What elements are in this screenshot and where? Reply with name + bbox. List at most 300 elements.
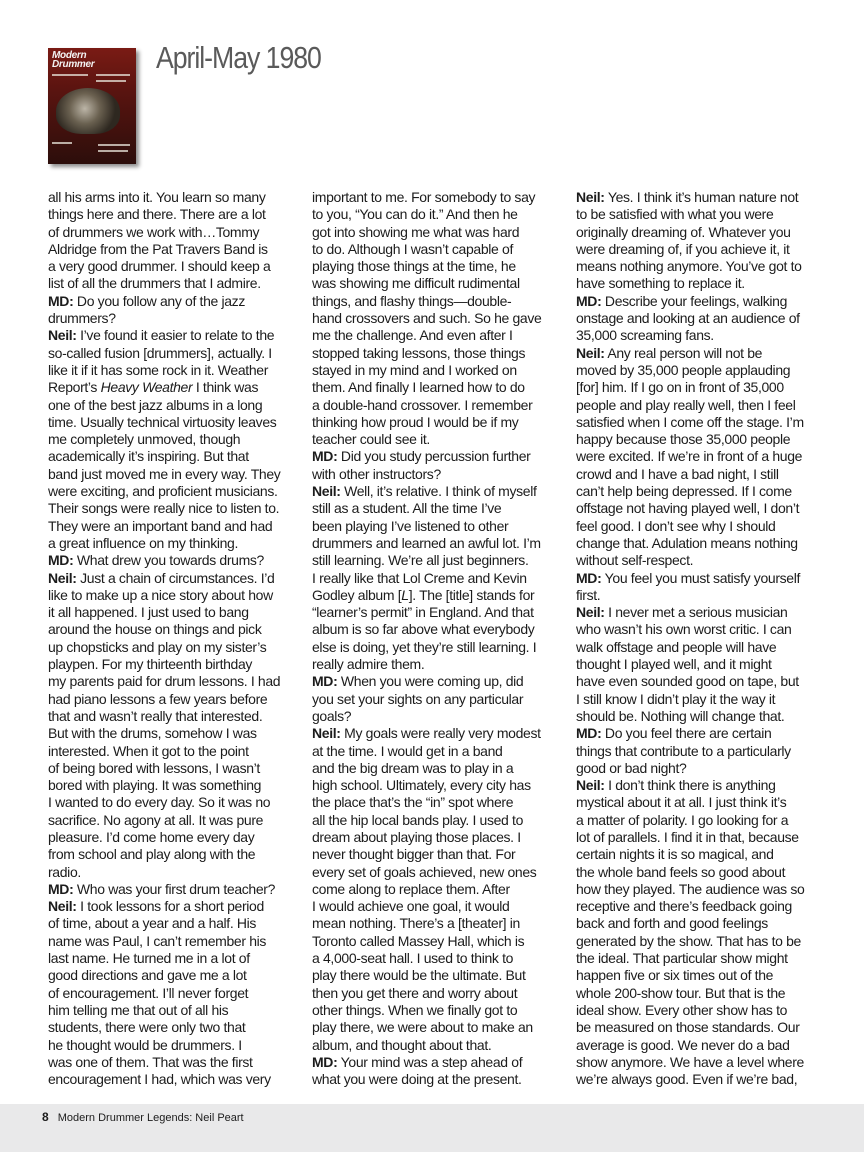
cover-text-line bbox=[98, 144, 130, 146]
text-line bbox=[48, 794, 294, 811]
line-text: a double-hand crossover. I remember bbox=[312, 396, 533, 413]
line-text: drummers and learned an awful lot. I’m bbox=[312, 534, 541, 551]
text-line bbox=[48, 241, 294, 258]
line-text: students, there were only two that bbox=[48, 1019, 246, 1036]
line-text: radio. bbox=[48, 863, 81, 880]
line-text: of being bored with lessons, I wasn’t bbox=[48, 759, 260, 776]
line-text: to be satisfied with what you were bbox=[576, 206, 774, 223]
line-text: what you were doing at the present. bbox=[312, 1071, 522, 1088]
issue-title: April-May 1980 bbox=[156, 40, 321, 75]
line-text: we’re always good. Even if we’re bad, bbox=[576, 1071, 798, 1088]
line-text: and the big dream was to play in a bbox=[312, 759, 514, 776]
text-line bbox=[576, 1019, 822, 1036]
line-text: You feel you must satisfy yourself bbox=[601, 569, 801, 586]
line-text: onstage and looking at an audience of bbox=[576, 310, 800, 327]
line-text: My goals were really very modest bbox=[340, 725, 541, 742]
text-line bbox=[576, 915, 822, 932]
line-text: certain nights it is so magical, and bbox=[576, 846, 774, 863]
line-text: the place that’s the “in” spot where bbox=[312, 794, 514, 811]
text-line bbox=[48, 864, 294, 881]
line-text: moved by 35,000 people applauding bbox=[576, 361, 791, 378]
line-text: me the challenge. And even after I bbox=[312, 327, 513, 344]
line-text: was showing me difficult rudimental bbox=[312, 275, 520, 292]
speaker-label: MD: bbox=[576, 292, 602, 309]
text-line bbox=[312, 829, 558, 846]
text-line bbox=[576, 708, 822, 725]
line-text: at the time. I would get in a band bbox=[312, 742, 503, 759]
line-text: Yes. I think it’s human nature not bbox=[604, 189, 799, 205]
line-text: Their songs were really nice to listen to. bbox=[48, 500, 280, 517]
line-text: have something to replace it. bbox=[576, 275, 745, 292]
line-text: 35,000 screaming fans. bbox=[576, 327, 714, 344]
text-line bbox=[48, 500, 294, 517]
line-text: my parents paid for drum lessons. I had bbox=[48, 673, 281, 690]
line-text: the whole band feels so good about bbox=[576, 863, 786, 880]
line-text: “learner’s permit” in England. And that bbox=[312, 604, 534, 621]
line-text: other things. When we finally got to bbox=[312, 1001, 518, 1018]
text-line bbox=[576, 518, 822, 535]
text-line bbox=[576, 777, 822, 794]
line-text: hand crossovers and such. So he gave bbox=[312, 310, 542, 327]
line-text: interested. When it got to the point bbox=[48, 742, 249, 759]
text-line bbox=[576, 535, 822, 552]
text-line bbox=[48, 431, 294, 448]
line-text: Aldridge from the Pat Travers Band is bbox=[48, 240, 268, 257]
magazine-cover-image bbox=[48, 48, 136, 164]
text-line bbox=[312, 708, 558, 725]
line-text: teacher could see it. bbox=[312, 431, 430, 448]
line-text: Do you feel there are certain bbox=[601, 725, 772, 742]
line-text: But with the drums, somehow I was bbox=[48, 725, 257, 742]
line-text: means nothing anymore. You’ve got to bbox=[576, 258, 802, 275]
line-text: encouragement I had, which was very bbox=[48, 1071, 271, 1088]
line-text: things that contribute to a particularly bbox=[576, 742, 791, 759]
text-line bbox=[576, 345, 822, 362]
text-line bbox=[312, 293, 558, 310]
line-text: pleasure. I’d come home every day bbox=[48, 828, 255, 845]
line-text: a very good drummer. I should keep a bbox=[48, 258, 271, 275]
line-text: stopped taking lessons, those things bbox=[312, 344, 526, 361]
text-line bbox=[576, 1037, 822, 1054]
text-line bbox=[48, 656, 294, 673]
text-line bbox=[312, 639, 558, 656]
line-text: stayed in my mind and I worked on bbox=[312, 361, 517, 378]
speaker-label: MD: bbox=[48, 552, 74, 569]
text-line bbox=[48, 950, 294, 967]
line-text: should be. Nothing will change that. bbox=[576, 707, 785, 724]
text-line bbox=[312, 327, 558, 344]
text-line bbox=[576, 327, 822, 344]
line-text: to do. Although I wasn’t capable of bbox=[312, 240, 514, 257]
line-text: Just a chain of circumstances. I’d bbox=[76, 569, 275, 586]
line-text: Did you study percussion further bbox=[337, 448, 531, 465]
page-footer bbox=[42, 1110, 244, 1124]
line-text: Toronto called Massey Hall, which is bbox=[312, 932, 525, 949]
text-line bbox=[48, 915, 294, 932]
speaker-label: Neil: bbox=[576, 777, 605, 794]
text-line bbox=[48, 639, 294, 656]
cover-text-line bbox=[96, 74, 130, 76]
line-text: all his arms into it. You learn so many bbox=[48, 189, 266, 205]
line-text: average is good. We never do a bad bbox=[576, 1036, 790, 1053]
line-text: were excited. If we’re in front of a huge bbox=[576, 448, 803, 465]
line-text: Godley album [ bbox=[312, 586, 402, 603]
text-line bbox=[576, 466, 822, 483]
cover-masthead bbox=[52, 51, 132, 69]
text-line bbox=[312, 241, 558, 258]
text-line bbox=[576, 414, 822, 431]
text-line bbox=[576, 812, 822, 829]
text-line bbox=[576, 570, 822, 587]
text-line bbox=[576, 310, 822, 327]
speaker-label: Neil: bbox=[48, 569, 77, 586]
text-line bbox=[48, 829, 294, 846]
text-line bbox=[576, 933, 822, 950]
text-line bbox=[576, 397, 822, 414]
line-text: to you, “You can do it.” And then he bbox=[312, 206, 518, 223]
line-text: album is so far above what everybody bbox=[312, 621, 535, 638]
text-line bbox=[312, 448, 558, 465]
line-text: so-called fusion [drummers], actually. I bbox=[48, 344, 272, 361]
text-line bbox=[48, 967, 294, 984]
line-text: band just moved me in every way. They bbox=[48, 465, 281, 482]
line-text: a 4,000-seat hall. I used to think to bbox=[312, 950, 514, 967]
text-line bbox=[576, 379, 822, 396]
line-text: Who was your first drum teacher? bbox=[73, 880, 276, 897]
line-text: high school. Ultimately, every city has bbox=[312, 777, 531, 794]
line-text: crowd and I have a bad night, I still bbox=[576, 465, 779, 482]
speaker-label: Neil: bbox=[48, 898, 77, 915]
text-line bbox=[48, 1019, 294, 1036]
line-text: drummers? bbox=[48, 310, 116, 327]
text-line bbox=[576, 224, 822, 241]
text-line bbox=[48, 414, 294, 431]
line-text: I think was bbox=[192, 379, 259, 396]
line-text: Well, it’s relative. I think of myself bbox=[340, 483, 537, 500]
speaker-label: Neil: bbox=[48, 327, 77, 344]
text-line bbox=[312, 258, 558, 275]
text-line bbox=[312, 1037, 558, 1054]
line-text: I don’t think there is anything bbox=[604, 777, 776, 794]
text-line bbox=[576, 275, 822, 292]
line-text: like to make up a nice story about how bbox=[48, 586, 273, 603]
line-text: got into showing me what was hard bbox=[312, 223, 520, 240]
line-text: bored with playing. It was something bbox=[48, 777, 262, 794]
text-line bbox=[576, 898, 822, 915]
line-text: from school and play along with the bbox=[48, 846, 256, 863]
line-text: list of all the drummers that I admire. bbox=[48, 275, 261, 292]
text-line bbox=[576, 864, 822, 881]
text-line bbox=[48, 206, 294, 223]
text-line bbox=[576, 621, 822, 638]
line-text: thought I played well, and it might bbox=[576, 656, 772, 673]
line-text: mean nothing. There’s a [theater] in bbox=[312, 915, 520, 932]
speaker-label: MD: bbox=[312, 448, 338, 465]
text-line bbox=[48, 466, 294, 483]
line-text: time. Usually technical virtuosity leaves bbox=[48, 413, 277, 430]
line-text: name was Paul, I can’t remember his bbox=[48, 932, 267, 949]
line-text: Any real person will not be bbox=[604, 344, 763, 361]
line-text: still as a student. All the time I’ve bbox=[312, 500, 502, 517]
text-line bbox=[48, 224, 294, 241]
text-line bbox=[312, 345, 558, 362]
cover-masthead-line2: Drummer bbox=[52, 59, 95, 70]
text-line bbox=[576, 950, 822, 967]
line-text: play there would be the ultimate. But bbox=[312, 967, 526, 984]
line-text: like it if it has some rock in it. Weather bbox=[48, 361, 269, 378]
text-line bbox=[312, 812, 558, 829]
text-line bbox=[48, 189, 294, 206]
text-line bbox=[312, 985, 558, 1002]
line-text: goals? bbox=[312, 707, 352, 724]
text-line bbox=[312, 794, 558, 811]
line-text: [for] him. If I go on in front of 35,000 bbox=[576, 379, 784, 396]
line-text: were dreaming of, if you achieve it, it bbox=[576, 240, 790, 257]
text-line bbox=[48, 812, 294, 829]
line-text: important to me. For somebody to say bbox=[312, 189, 536, 205]
text-line bbox=[576, 1002, 822, 1019]
line-text: happy because those 35,000 people bbox=[576, 431, 791, 448]
text-line bbox=[48, 570, 294, 587]
line-text: I never met a serious musician bbox=[604, 604, 788, 621]
line-text: of time, about a year and a half. His bbox=[48, 915, 257, 932]
text-line bbox=[312, 414, 558, 431]
line-text: come along to replace them. After bbox=[312, 880, 510, 897]
text-line bbox=[312, 518, 558, 535]
line-text: Describe your feelings, walking bbox=[601, 292, 788, 309]
text-line bbox=[312, 466, 558, 483]
text-line bbox=[312, 310, 558, 327]
text-line bbox=[312, 604, 558, 621]
publication-title: Modern Drummer Legends: Neil Peart bbox=[57, 1112, 244, 1124]
text-line bbox=[312, 587, 558, 604]
text-line bbox=[312, 552, 558, 569]
text-line bbox=[312, 725, 558, 742]
line-text: I took lessons for a short period bbox=[76, 898, 264, 915]
text-line bbox=[48, 933, 294, 950]
line-text: They were an important band and had bbox=[48, 517, 273, 534]
line-text: walk offstage and people will have bbox=[576, 638, 777, 655]
text-line bbox=[48, 604, 294, 621]
text-line bbox=[576, 587, 822, 604]
line-text: a great influence on my thinking. bbox=[48, 534, 239, 551]
text-line bbox=[576, 1071, 822, 1088]
line-text: of encouragement. I’ll never forget bbox=[48, 984, 249, 1001]
text-line bbox=[48, 1054, 294, 1071]
line-text: good directions and gave me a lot bbox=[48, 967, 247, 984]
line-text: me completely unmoved, though bbox=[48, 431, 241, 448]
text-line bbox=[48, 1071, 294, 1088]
text-line bbox=[312, 206, 558, 223]
line-text: Your mind was a step ahead of bbox=[337, 1053, 523, 1070]
line-text: have even sounded good on tape, but bbox=[576, 673, 799, 690]
text-line bbox=[576, 691, 822, 708]
line-text: I wanted to do every day. So it was no bbox=[48, 794, 271, 811]
text-line bbox=[48, 293, 294, 310]
text-line bbox=[576, 760, 822, 777]
speaker-label: Neil: bbox=[312, 725, 341, 742]
text-line bbox=[312, 362, 558, 379]
text-line bbox=[312, 1054, 558, 1071]
text-line bbox=[312, 500, 558, 517]
line-text: a matter of polarity. I go looking for a bbox=[576, 811, 789, 828]
cover-text-line bbox=[98, 150, 128, 152]
line-text: album, and thought about that. bbox=[312, 1036, 492, 1053]
line-text: without self-respect. bbox=[576, 552, 694, 569]
italic-title: L bbox=[401, 586, 409, 603]
line-text: whole 200-show tour. But that is the bbox=[576, 984, 786, 1001]
text-line bbox=[312, 431, 558, 448]
line-text: I’ve found it easier to relate to the bbox=[76, 327, 275, 344]
text-column-2 bbox=[312, 189, 558, 1088]
speaker-label: MD: bbox=[48, 880, 74, 897]
text-line bbox=[48, 535, 294, 552]
line-text: be measured on those standards. Our bbox=[576, 1019, 800, 1036]
speaker-label: MD: bbox=[312, 673, 338, 690]
line-text: ]. The [title] stands for bbox=[408, 586, 535, 603]
line-text: I still know I didn’t play it the way it bbox=[576, 690, 776, 707]
text-line bbox=[576, 500, 822, 517]
speaker-label: MD: bbox=[48, 292, 74, 309]
text-line bbox=[48, 881, 294, 898]
text-line bbox=[48, 448, 294, 465]
speaker-label: MD: bbox=[576, 725, 602, 742]
text-line bbox=[576, 673, 822, 690]
line-text: all the hip local bands play. I used to bbox=[312, 811, 524, 828]
text-line bbox=[576, 241, 822, 258]
text-line bbox=[312, 760, 558, 777]
text-line bbox=[48, 345, 294, 362]
text-line bbox=[576, 293, 822, 310]
text-line bbox=[576, 985, 822, 1002]
text-line bbox=[48, 777, 294, 794]
line-text: was one of them. That was the first bbox=[48, 1053, 253, 1070]
line-text: lot of parallels. I find it in that, because bbox=[576, 828, 799, 845]
line-text: then you get there and worry about bbox=[312, 984, 518, 1001]
line-text: playpen. For my thirteenth birthday bbox=[48, 656, 253, 673]
speaker-label: MD: bbox=[312, 1053, 338, 1070]
line-text: I really like that Lol Creme and Kevin bbox=[312, 569, 527, 586]
line-text: never thought bigger than that. For bbox=[312, 846, 516, 863]
line-text: satisfied when I come off the stage. I’m bbox=[576, 413, 804, 430]
line-text: who wasn’t his own worst critic. I can bbox=[576, 621, 792, 638]
line-text: play there, we were about to make an bbox=[312, 1019, 533, 1036]
line-text: show anymore. We have a level where bbox=[576, 1053, 804, 1070]
text-line bbox=[312, 967, 558, 984]
text-line bbox=[312, 915, 558, 932]
text-line bbox=[48, 310, 294, 327]
line-text: generated by the show. That has to be bbox=[576, 932, 801, 949]
line-text: ideal show. Every other show has to bbox=[576, 1001, 788, 1018]
line-text: last name. He turned me in a lot of bbox=[48, 950, 250, 967]
line-text: really admire them. bbox=[312, 656, 425, 673]
text-line bbox=[312, 864, 558, 881]
line-text: had piano lessons a few years before bbox=[48, 690, 268, 707]
text-line bbox=[576, 362, 822, 379]
line-text: the ideal. That particular show might bbox=[576, 950, 788, 967]
text-line bbox=[48, 258, 294, 275]
text-line bbox=[312, 656, 558, 673]
line-text: happen five or six times out of the bbox=[576, 967, 774, 984]
text-line bbox=[48, 985, 294, 1002]
text-line bbox=[48, 743, 294, 760]
text-line bbox=[48, 518, 294, 535]
speaker-label: Neil: bbox=[312, 483, 341, 500]
text-line bbox=[48, 760, 294, 777]
line-text: I would achieve one goal, it would bbox=[312, 898, 510, 915]
line-text: feel good. I don’t see why I should bbox=[576, 517, 776, 534]
line-text: playing those things at the time, he bbox=[312, 258, 516, 275]
text-line bbox=[576, 829, 822, 846]
text-line bbox=[312, 743, 558, 760]
text-line bbox=[576, 639, 822, 656]
line-text: receptive and there’s feedback going bbox=[576, 898, 792, 915]
line-text: him telling me that out of all his bbox=[48, 1001, 229, 1018]
text-line bbox=[576, 448, 822, 465]
line-text: them. And finally I learned how to do bbox=[312, 379, 525, 396]
text-line bbox=[576, 1054, 822, 1071]
text-line bbox=[312, 275, 558, 292]
text-line bbox=[312, 397, 558, 414]
text-line bbox=[312, 898, 558, 915]
text-line bbox=[48, 725, 294, 742]
text-line bbox=[48, 397, 294, 414]
cover-text-line bbox=[52, 142, 72, 144]
line-text: What drew you towards drums? bbox=[73, 552, 264, 569]
line-text: back and forth and good feelings bbox=[576, 915, 768, 932]
italic-title: Heavy Weather bbox=[100, 379, 193, 396]
line-text: originally dreaming of. Whatever you bbox=[576, 223, 791, 240]
line-text: dream about playing those places. I bbox=[312, 828, 521, 845]
text-line bbox=[48, 362, 294, 379]
text-line bbox=[48, 691, 294, 708]
line-text: people and play really well, then I feel bbox=[576, 396, 796, 413]
line-text: thinking how proud I would be if my bbox=[312, 413, 519, 430]
text-line bbox=[48, 587, 294, 604]
line-text: been playing I’ve listened to other bbox=[312, 517, 509, 534]
text-line bbox=[312, 1002, 558, 1019]
line-text: Do you follow any of the jazz bbox=[73, 292, 245, 309]
line-text: every set of goals achieved, new ones bbox=[312, 863, 537, 880]
line-text: first. bbox=[576, 586, 601, 603]
line-text: how they played. The audience was so bbox=[576, 880, 805, 897]
text-line bbox=[48, 275, 294, 292]
page-number: 8 bbox=[42, 1110, 49, 1124]
text-line bbox=[576, 794, 822, 811]
text-line bbox=[576, 967, 822, 984]
text-line bbox=[576, 189, 822, 206]
line-text: you set your sights on any particular bbox=[312, 690, 524, 707]
line-text: sacrifice. No agony at all. It was pure bbox=[48, 811, 264, 828]
line-text: When you were coming up, did bbox=[337, 673, 524, 690]
speaker-label: Neil: bbox=[576, 604, 605, 621]
text-line bbox=[576, 881, 822, 898]
line-text: he thought would be drummers. I bbox=[48, 1036, 242, 1053]
line-text: were exciting, and proficient musicians. bbox=[48, 483, 278, 500]
line-text: else is doing, yet they’re still learning. I bbox=[312, 638, 537, 655]
text-line bbox=[312, 535, 558, 552]
text-line bbox=[312, 881, 558, 898]
line-text: that and wasn’t really that interested. bbox=[48, 707, 263, 724]
speaker-label: Neil: bbox=[576, 344, 605, 361]
text-line bbox=[312, 570, 558, 587]
text-line bbox=[48, 1002, 294, 1019]
line-text: mystical about it at all. I just think it’s bbox=[576, 794, 787, 811]
line-text: things here and there. There are a lot bbox=[48, 206, 266, 223]
cover-masthead-line1: Modern bbox=[52, 50, 87, 61]
text-line bbox=[48, 846, 294, 863]
line-text: one of the best jazz albums in a long bbox=[48, 396, 263, 413]
